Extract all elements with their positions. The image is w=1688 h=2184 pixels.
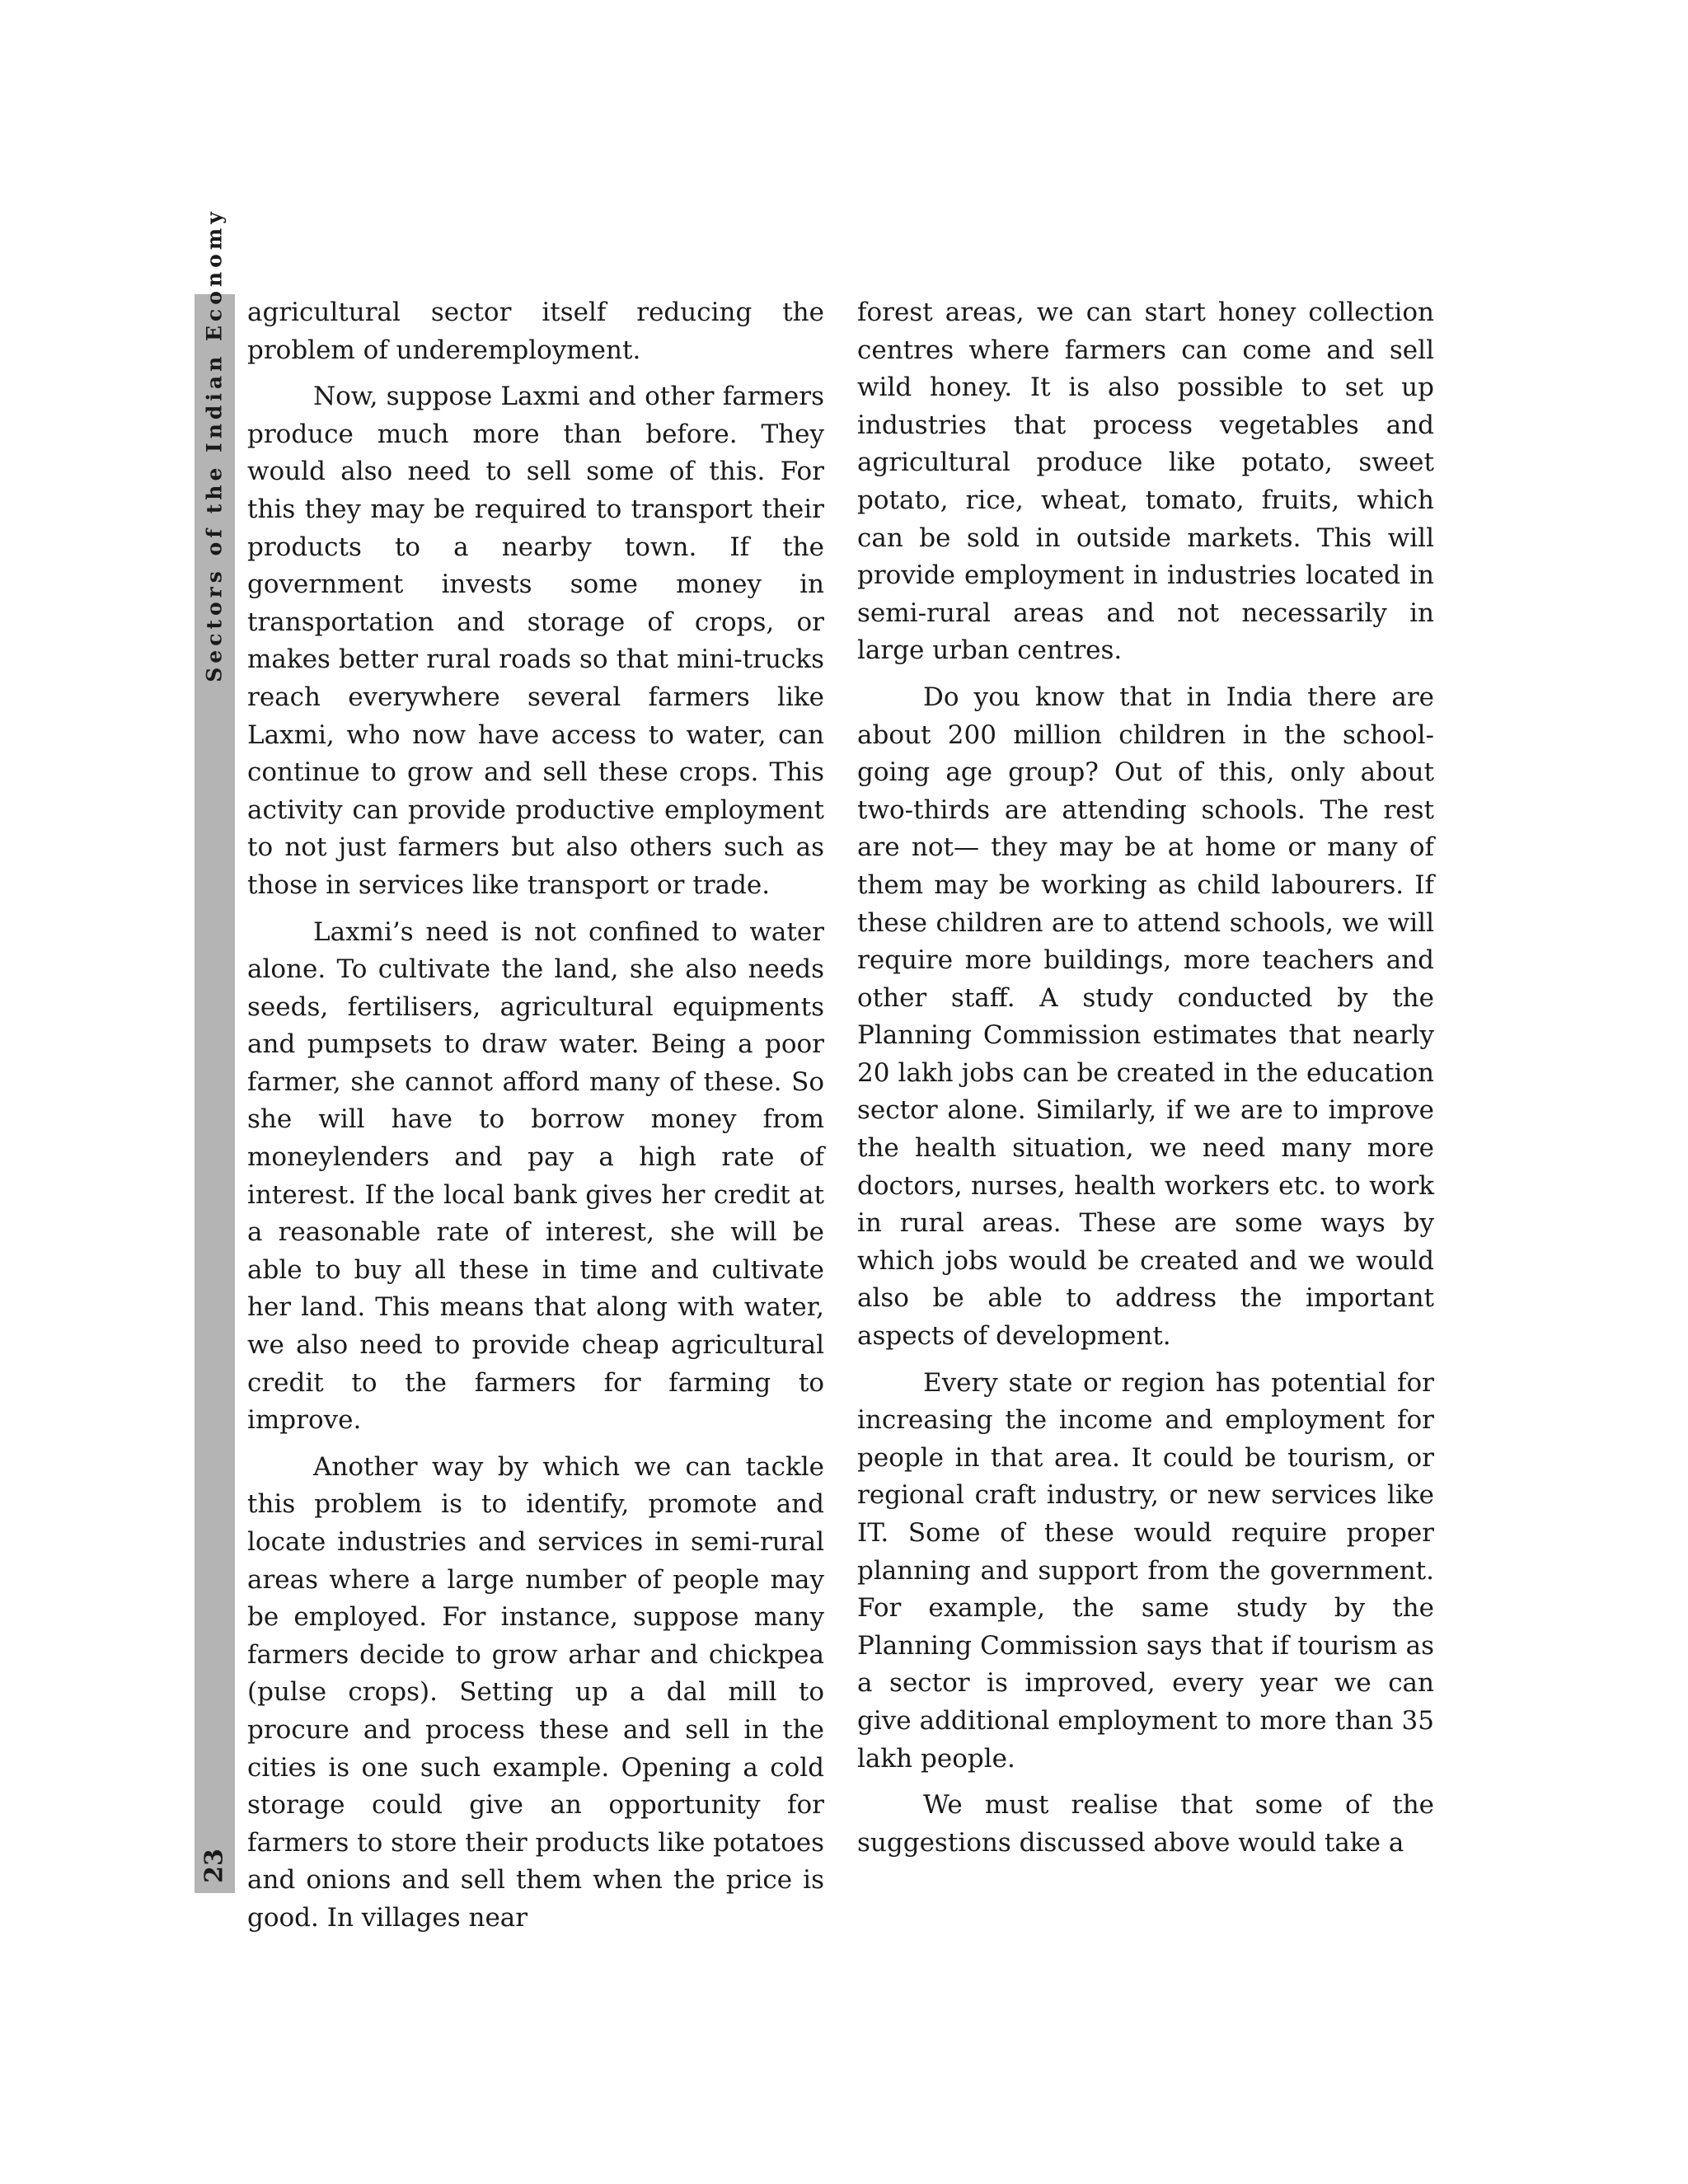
paragraph: Every state or region has potential for increasing the income and employment for people in that area. It could be tourism, or regional craft industry, or new services like IT. Some of these would require proper planning and support from the government. For example, the same study by the Planning Commission says that if tourism as a sector is improved, every year we can give additional employment to more than 35 lakh people. — [857, 1367, 1434, 1774]
paragraph: forest areas, we can start honey collection centres where farmers can come and sell wild honey. It is also possible to set up industries that process vegetables and agricultural produce like potato, sweet potato, rice, wheat, tomato, fruits, which can be sold in outside markets. This will provide employment in industries located in semi-rural areas and not necessarily in large urban centres. — [857, 298, 1434, 666]
paragraph: We must realise that some of the suggestions discussed above would take a — [857, 1790, 1434, 1858]
paragraph: Laxmi’s need is not confined to water alone. To cultivate the land, she also needs seeds, fertilisers, agricultural equipments and pumpsets to draw water. Being a poor farmer, she cannot afford many of these. So she will have to borrow money from moneylenders and pay a high rate of interest. If the local bank gives her credit at a reasonable rate of interest, she will be able to buy all these in time and cultivate her land. This means that along with water, we also need to provide cheap agricultural credit to the farmers for farming to improve. — [247, 916, 824, 1436]
paragraph: Now, suppose Laxmi and other farmers produce much more than before. They would also need to sell some of this. For this they may be required to transport their products to a nearby town. If the government invests some money in transportation and storage of crops, or makes better rural roads so that mini-trucks reach everywhere several farmers like Laxmi, who now have access to water, can continue to grow and sell these crops. This activity can provide productive employment to not just farmers but also others such as those in services like transport or trade. — [247, 382, 824, 900]
paragraph: agricultural sector itself reducing the problem of underemployment. — [247, 298, 824, 365]
paragraph: Do you know that in India there are about 200 million children in the school-going age group? Out of this, only about two-thirds are attending schools. The rest are not— they may be at home or many of them may be working as child labourers. If these children are to attend schools, we will require more buildings, more teachers and other staff. A study conducted by the Planning Commission estimates that nearly 20 lakh jobs can be created in the education sector alone. Similarly, if we are to improve the health situation, we need many more doctors, nurses, health workers etc. to work in rural areas. These are some ways by which jobs would be created and we would also be able to address the important aspects of development. — [857, 682, 1434, 1352]
left-column — [247, 294, 824, 1947]
right-column — [857, 294, 1434, 1871]
running-header: Sectors of the Indian Economy — [202, 208, 227, 682]
page-number: 23 — [199, 1849, 229, 1883]
paragraph: Another way by which we can tackle this problem is to identify, promote and locate industries and services in semi-rural areas where a large number of people may be employed. For instance, suppose many farmers decide to grow arhar and chickpea (pulse crops). Setting up a dal mill to procure and process these and sell in the cities is one such example. Opening a cold storage could give an opportunity for farmers to store their products like potatoes and onions and sell them when the price is good. In villages near — [247, 1451, 824, 1933]
